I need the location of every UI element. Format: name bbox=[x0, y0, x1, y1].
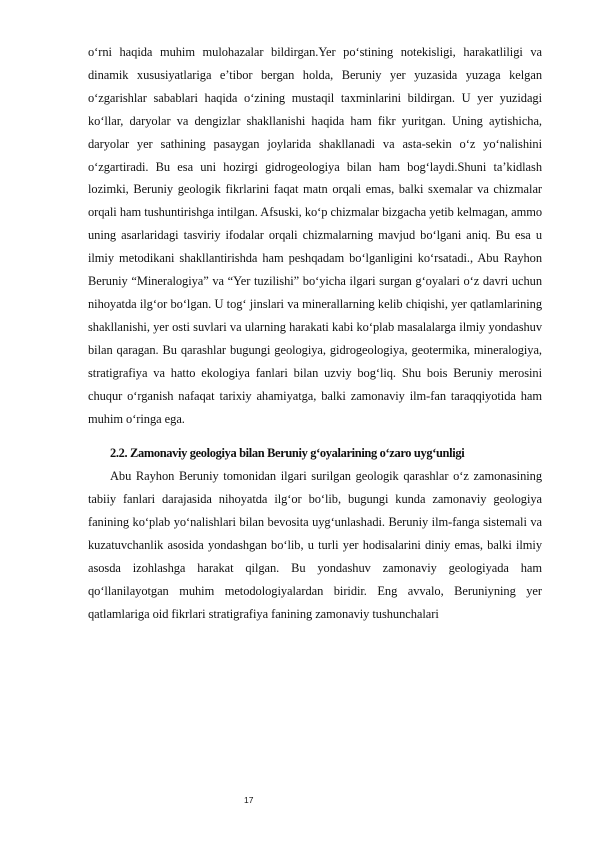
body-paragraph: Abu Rayhon Beruniy tomonidan ilgari surilgan geologik qarashlar o‘z zamonasining tabiiy fanlari darajasida nihoyatda ilg‘or bo‘lib, bugungi kunda zamonaviy geologiya fanining ko‘plab yo‘nalishlari bilan bevosita uyg‘unlashadi. Beruniy ilm-fanga sistemali va kuzatuvchanlik asosida yondashgan bo‘lib, u turli yer hodisalarini diniy emas, balki ilmiy asosda izohlashga harakat qilgan. Bu yondashuv zamonaviy geologiyada ham qo‘llanilayotgan muhim metodologiyalardan biridir. Eng avvalo, Beruniyning yer qatlamlariga oid fikrlari stratigrafiya fanining zamonaviy tushunchalari bbox=[88, 469, 542, 621]
page-number: 17 bbox=[244, 795, 254, 805]
body-paragraph: o‘rni haqida muhim mulohazalar bildirgan.Yer po‘stining notekisligi, harakatliligi va dinamik xususiyatlariga e’tibor bergan holda, Beruniy yer yuzasida yuzaga kelgan o‘zgarishlar sabablari haqida o‘zining mustaqil taxminlarini bildirgan. U yer yuzidagi ko‘llar, daryolar va dengizlar shakllanishi haqida ham fikr yuritgan. Uning aytishicha, daryolar yer sathining pasaygan joylarida shakllanadi va asta-sekin o‘z yo‘nalishini o‘zgartiradi. Bu esa uni hozirgi gidrogeologiya bilan ham bog‘laydi.Shuni ta’kidlash lozimki, Beruniy geologik fikrlarini faqat matn orqali emas, balki sxemalar va chizmalar orqali ham tushuntirishga intilgan. Afsuski, ko‘p chizmalar bizgacha yetib kelmagan, ammo uning asarlaridagi tasviriy ifodalar orqali chizmalarning mavjud bo‘lgani aniq. Bu esa u ilmiy metodikani shakllantirishda ham peshqadam bo‘lganligini ko‘rsatadi., Abu Rayhon Beruniy “Mineralogiya” va “Yer tuzilishi” bo‘yicha ilgari surgan g‘oyalari o‘z davri uchun nihoyatda ilg‘or bo‘lgan. U tog‘ jinslari va minerallarning kelib chiqishi, yer qatlamlarining shakllanishi, yer osti suvlari va ularning harakati kabi ko‘plab masalalarga ilmiy yondashuv bilan qaragan. Bu qarashlar bugungi geologiya, gidrogeologiya, geotermika, mineralogiya, stratigrafiya va hatto ekologiya fanlari bilan uzviy bog‘liq. Shu bois Beruniy merosini chuqur o‘rganish nafaqat tarixiy ahamiyatga, balki zamonaviy ilm-fan taraqqiyotida ham muhim o‘ringa ega. bbox=[88, 45, 542, 426]
document-body bbox=[88, 41, 542, 626]
paragraph-spacer bbox=[88, 430, 542, 442]
section-heading: 2.2. Zamonaviy geologiya bilan Beruniy g‘oyalarining o‘zaro uyg‘unligi bbox=[110, 446, 465, 461]
